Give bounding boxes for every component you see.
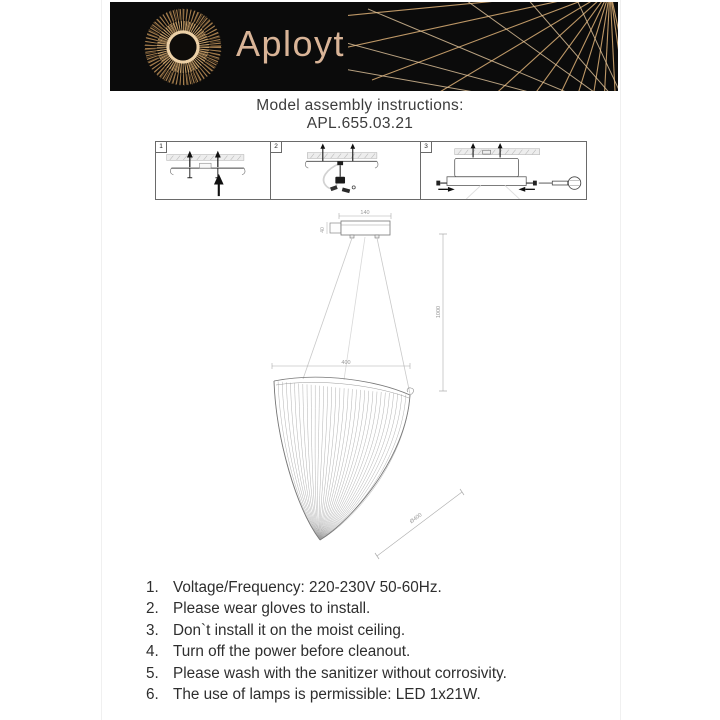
item-number: 5. xyxy=(146,664,159,682)
step-1-number: 1 xyxy=(156,142,167,153)
shade-width-value: 400 xyxy=(341,360,351,366)
item-text: Please wash with the sanitizer without corrosivity. xyxy=(173,664,507,682)
decorative-rays-icon xyxy=(348,2,618,91)
canopy-height-dimension xyxy=(320,222,327,234)
instruction-item xyxy=(146,641,586,662)
assembly-steps xyxy=(155,141,587,200)
item-text: Please wear gloves to install. xyxy=(173,600,371,618)
suspension-wires xyxy=(303,237,410,394)
lamp-shade xyxy=(274,377,414,540)
item-number: 2. xyxy=(146,600,159,618)
canopy-height-value: 40 xyxy=(320,227,326,233)
shade-width-dimension xyxy=(272,360,410,369)
instruction-item xyxy=(146,577,586,598)
lamp-technical-drawing xyxy=(230,208,480,580)
step-2-diagram-icon xyxy=(271,142,420,199)
shade-diameter-value: Ø400 xyxy=(409,512,424,526)
item-text: The use of lamps is permissible: LED 1x21W. xyxy=(173,686,481,704)
brand-banner xyxy=(110,2,618,91)
step-2-panel xyxy=(270,141,421,200)
canopy-width-value: 140 xyxy=(360,210,370,216)
page-title: Model assembly instructions: xyxy=(256,97,464,114)
instructions-list xyxy=(146,577,586,705)
instruction-item xyxy=(146,663,586,684)
ceiling-canopy xyxy=(330,221,390,238)
item-number: 1. xyxy=(146,579,159,596)
step-3-number: 3 xyxy=(421,142,432,153)
instruction-item xyxy=(146,620,586,641)
step-2-number: 2 xyxy=(271,142,282,153)
step-3-diagram-icon xyxy=(421,142,586,199)
step-3-panel xyxy=(420,141,587,200)
step-1-panel xyxy=(155,141,271,200)
suspension-height-dimension xyxy=(436,234,447,391)
item-text: Don`t install it on the moist ceiling. xyxy=(173,621,406,639)
item-number: 3. xyxy=(146,621,159,639)
canopy-width-dimension xyxy=(339,210,391,219)
item-number: 6. xyxy=(146,686,159,704)
item-text: Turn off the power before cleanout. xyxy=(173,643,411,661)
sunburst-logo-icon xyxy=(130,2,235,91)
item-number: 4. xyxy=(146,643,159,661)
step-1-diagram-icon xyxy=(156,142,270,199)
suspension-height-value: 1000 xyxy=(436,305,442,319)
instruction-item xyxy=(146,684,586,705)
shade-diameter-dimension xyxy=(375,489,464,559)
brand-name: Aployt xyxy=(236,23,346,64)
instruction-item xyxy=(146,598,586,619)
model-number: APL.655.03.21 xyxy=(306,115,414,132)
item-text: Voltage/Frequency: 220-230V 50-60Hz. xyxy=(173,579,442,596)
